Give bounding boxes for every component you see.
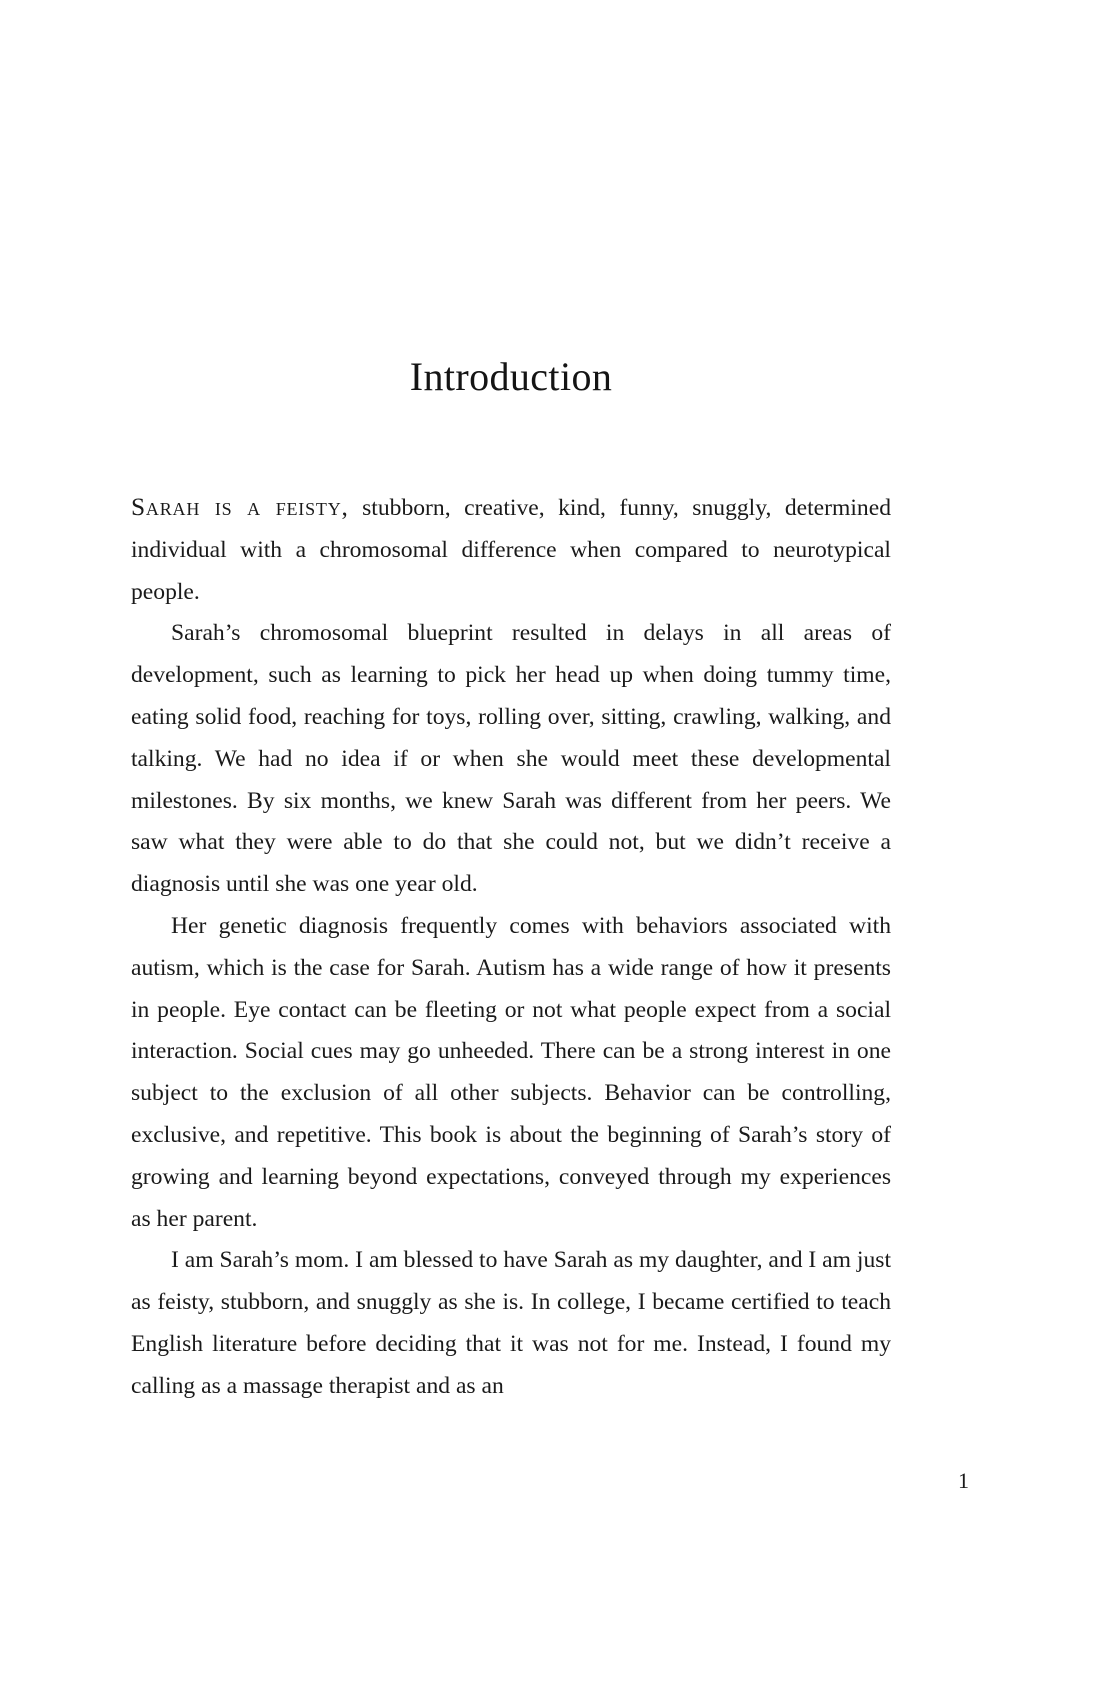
paragraph-3: Her genetic diagnosis frequently comes with behaviors associated with autism, which is the case for Sarah. Autism has a wide range of how it presents in people. Eye contact can be fleeting or not what people expect from a social interaction. Social cues may go unheeded. There can be a strong interest in one subject to the exclusion of all other subjects. Behavior can be controlling, exclusive, and repetitive. This book is about the beginning of Sarah’s story of growing and learning beyond expectations, conveyed through my experiences as her parent. xyxy=(131,912,891,1232)
paragraph-1 xyxy=(131,487,891,613)
paragraph-1-body: stubborn, creative, kind, funny, snuggly, determined individual with a chromosomal difference when compared to neurotypical people. xyxy=(131,495,891,605)
paragraph-4: I am Sarah’s mom. I am blessed to have Sarah as my daughter, and I am just as feisty, stubborn, and snuggly as she is. In college, I became certified to teach English literature before deciding that it was not for me. Instead, I found my calling as a massage therapist and as an xyxy=(131,1247,891,1399)
paragraph-2: Sarah’s chromosomal blueprint resulted in delays in all areas of development, such as learning to pick her head up when doing tummy time, eating solid food, reaching for toys, rolling over, sitting, crawling, walking, and talking. We had no idea if or when she would meet these developmental milestones. By six months, we knew Sarah was different from her peers. We saw what they were able to do that she could not, but we didn’t receive a diagnosis until she was one year old. xyxy=(131,620,891,898)
page-title: Introduction xyxy=(409,354,613,399)
page-text-block xyxy=(131,355,891,1408)
small-caps-opening-phrase: Sarah is a feisty, xyxy=(131,493,349,521)
page-number: 1 xyxy=(958,1468,969,1493)
